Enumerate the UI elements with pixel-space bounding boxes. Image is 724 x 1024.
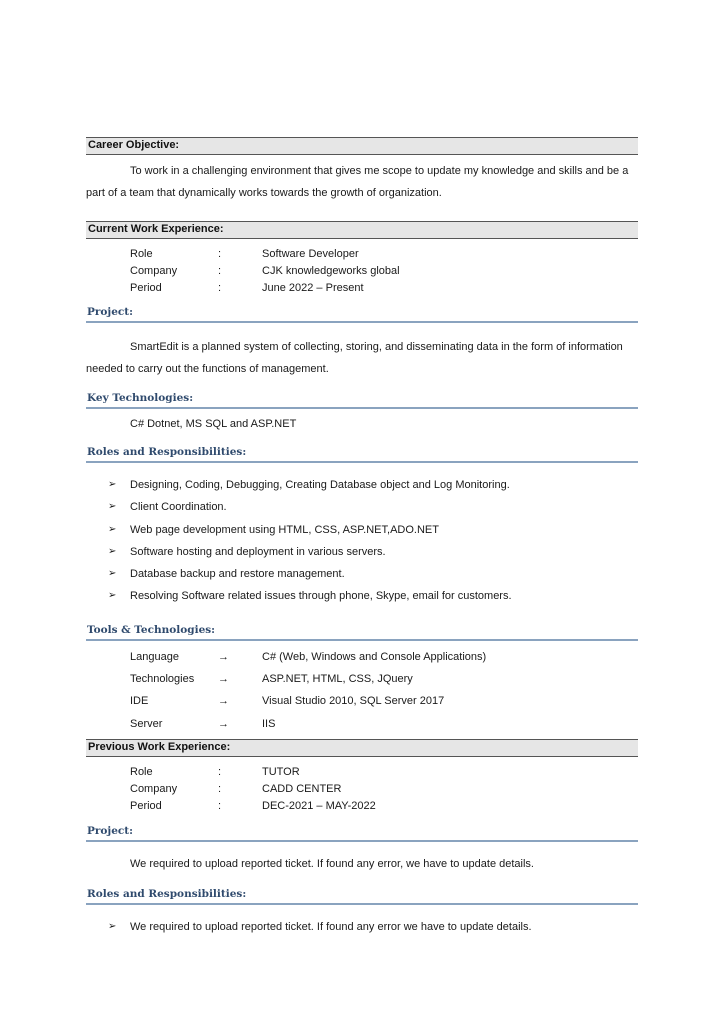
tool-key: Server — [130, 718, 163, 730]
previous-project-heading: Project: — [86, 824, 638, 842]
detail-separator: : — [218, 800, 222, 812]
detail-value: CJK knowledgeworks global — [262, 265, 400, 277]
detail-key: Role — [130, 766, 153, 778]
current-project-text: SmartEdit is a planned system of collecting, storing, and disseminating data in the form of information needed to carry out the functions of management. — [86, 341, 623, 375]
detail-separator: : — [218, 265, 222, 277]
key-technologies-heading: Key Technologies: — [86, 391, 638, 409]
tools-heading: Tools & Technologies: — [86, 623, 638, 641]
tool-value: ASP.NET, HTML, CSS, JQuery — [262, 673, 413, 685]
tool-key: IDE — [130, 695, 149, 707]
detail-value: CADD CENTER — [262, 783, 342, 795]
arrow-bullet-icon: ➢ — [108, 546, 117, 557]
detail-separator: : — [218, 783, 222, 795]
previous-work-heading: Previous Work Experience: — [86, 739, 638, 757]
career-objective-heading: Career Objective: — [86, 137, 638, 155]
detail-key: Company — [130, 783, 178, 795]
detail-value: Software Developer — [262, 248, 359, 260]
tool-value: IIS — [262, 718, 276, 730]
current-project-heading: Project: — [86, 305, 638, 323]
arrow-bullet-icon: ➢ — [108, 501, 117, 512]
arrow-bullet-icon: ➢ — [108, 590, 117, 601]
arrow-right-icon: → — [218, 651, 229, 663]
arrow-bullet-icon: ➢ — [108, 921, 117, 932]
detail-separator: : — [218, 766, 222, 778]
tool-value: Visual Studio 2010, SQL Server 2017 — [262, 695, 445, 707]
arrow-right-icon: → — [218, 718, 229, 730]
previous-roles-heading: Roles and Responsibilities: — [86, 887, 638, 905]
detail-separator: : — [218, 248, 222, 260]
current-roles-heading: Roles and Responsibilities: — [86, 445, 638, 463]
arrow-right-icon: → — [218, 695, 229, 707]
detail-separator: : — [218, 282, 222, 294]
detail-key: Role — [130, 248, 153, 260]
career-objective-text: To work in a challenging environment that gives me scope to update my knowledge and skills and be a part of a team that dynamically works towards the growth of organization. — [86, 165, 629, 199]
detail-value: DEC-2021 – MAY-2022 — [262, 800, 376, 812]
arrow-bullet-icon: ➢ — [108, 568, 117, 579]
tool-key: Language — [130, 651, 179, 663]
detail-key: Period — [130, 282, 162, 294]
tool-value: C# (Web, Windows and Console Applications) — [262, 651, 487, 663]
arrow-bullet-icon: ➢ — [108, 524, 117, 535]
previous-project-text: We required to upload reported ticket. If found any error, we have to update details. — [130, 858, 534, 870]
arrow-right-icon: → — [218, 673, 229, 685]
detail-key: Company — [130, 265, 178, 277]
current-work-heading: Current Work Experience: — [86, 221, 638, 239]
key-technologies-text: C# Dotnet, MS SQL and ASP.NET — [130, 418, 297, 430]
detail-key: Period — [130, 800, 162, 812]
detail-value: June 2022 – Present — [262, 282, 364, 294]
detail-value: TUTOR — [262, 766, 300, 778]
arrow-bullet-icon: ➢ — [108, 479, 117, 490]
tool-key: Technologies — [130, 673, 195, 685]
